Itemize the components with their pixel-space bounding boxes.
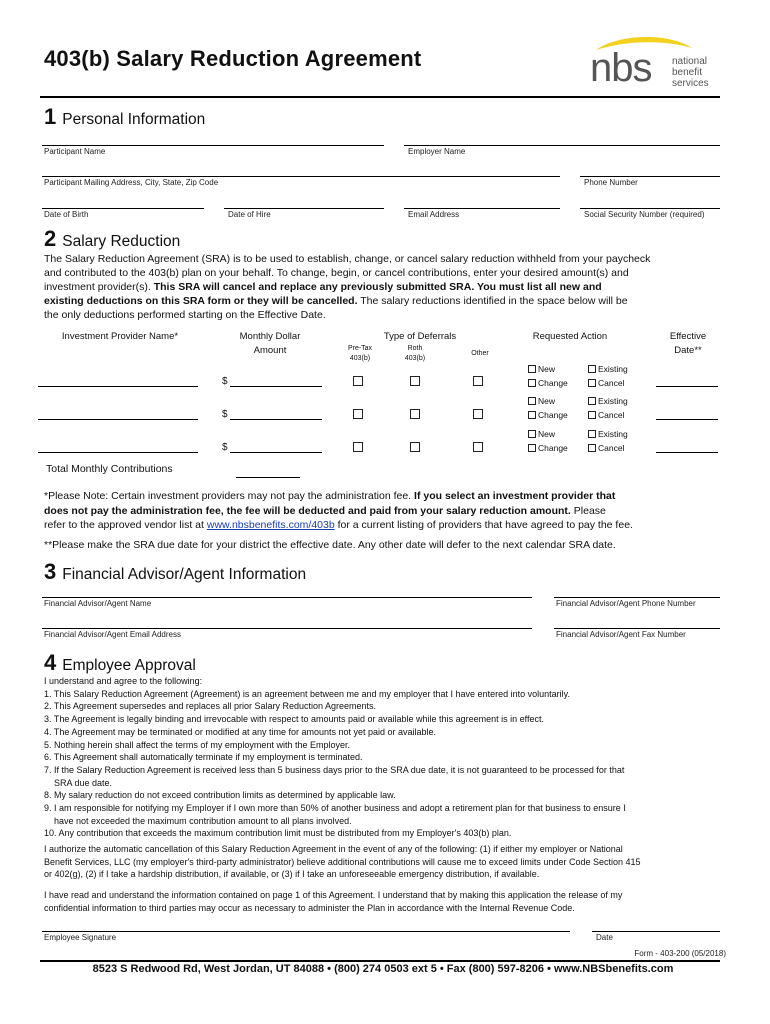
roth-checkbox[interactable] (410, 442, 420, 452)
change-checkbox[interactable] (528, 444, 536, 452)
signature-label: Employee Signature (44, 933, 117, 942)
provider-field[interactable] (38, 386, 198, 387)
nbs-logo (588, 32, 728, 94)
advisor-phone-label: Financial Advisor/Agent Phone Number (556, 599, 696, 608)
existing-checkbox[interactable] (588, 430, 596, 438)
employer-name-field[interactable] (404, 145, 720, 146)
section3-heading: 3 Financial Advisor/Agent Information (44, 559, 307, 584)
effective-date-field[interactable] (656, 419, 718, 420)
vendor-list-link[interactable]: www.nbsbenefits.com/403b (206, 519, 335, 531)
email-label: Email Address (408, 210, 460, 219)
date-label: Date (596, 933, 613, 942)
advisor-phone-field[interactable] (554, 597, 720, 598)
change-checkbox[interactable] (528, 411, 536, 419)
advisor-fax-field[interactable] (554, 628, 720, 629)
dob-field[interactable] (42, 208, 204, 209)
advisor-name-label: Financial Advisor/Agent Name (44, 599, 152, 608)
type-header: Type of Deferrals (383, 331, 457, 342)
pretax-header: Pre-Tax 403(b) (347, 345, 373, 362)
dob-label: Date of Birth (44, 210, 89, 219)
salary-reduction-text: The Salary Reduction Agreement (SRA) is to be used to establish, change, or cancel salary reduction withheld from your paycheck and contributed to the 403(b) plan on your behalf. To change, begin, or cancel contributions, enter your desired amount(s) and investment provider(s). This SRA will cancel and replace any previously submitted SRA. You must list all new and existing deductions on this SRA form or they will be cancelled. The salary reductions identified in the space below will be the only deductions performed starting on the Effective Date. (44, 253, 651, 321)
employer-name-label: Employer Name (408, 147, 466, 156)
pretax-checkbox[interactable] (353, 409, 363, 419)
dollar-sign: $ (222, 376, 228, 387)
title-rule (40, 96, 720, 98)
logo-line2: benefit (672, 67, 703, 78)
action-existing-cancel: Existing Cancel (588, 394, 628, 422)
roth-checkbox[interactable] (410, 376, 420, 386)
advisor-name-field[interactable] (42, 597, 532, 598)
other-checkbox[interactable] (473, 409, 483, 419)
authorization-text: I authorize the automatic cancellation of this Salary Reduction Agreement in the event of any of the following: (1) if either my employer or National Benefit Services, LLC (my employer's third-party administrator) believe additional contributions will cause me to exceed limits under Code Section 415 or 402(g), (2) if I take a hardship distribution, if available, or (3) if I take an unforeseeable emergency distribution, if available. (44, 844, 641, 880)
provider-header: Investment Provider Name* (61, 331, 179, 342)
date-field[interactable] (592, 931, 720, 932)
effective-date-field[interactable] (656, 386, 718, 387)
due-date-note: **Please make the SRA due date for your district the effective date. Any other date will defer to the next calendar SRA date. (44, 539, 616, 551)
logo-line1: national (672, 56, 708, 67)
action-new-change: New Change (528, 394, 568, 422)
advisor-fax-label: Financial Advisor/Agent Fax Number (556, 630, 686, 639)
participant-name-label: Participant Name (44, 147, 106, 156)
change-checkbox[interactable] (528, 379, 536, 387)
action-header: Requested Action (532, 331, 608, 342)
roth-checkbox[interactable] (410, 409, 420, 419)
action-new-change: New Change (528, 362, 568, 390)
acknowledgement-text: I have read and understand the information contained on page 1 of this Agreement. I understand that by making this application the release of my confidential information to third parties may occur as necessary to administer the Plan in accordance with the Internal Revenue Code. (44, 890, 623, 913)
address-field[interactable] (42, 176, 560, 177)
monthly-header-1: Monthly Dollar (239, 331, 301, 342)
phone-label: Phone Number (584, 178, 638, 187)
dollar-sign: $ (222, 442, 228, 453)
page-title: 403(b) Salary Reduction Agreement (44, 46, 422, 71)
cancel-checkbox[interactable] (588, 411, 596, 419)
effective-header-1: Effective (669, 331, 707, 342)
monthly-header-2: Amount (253, 345, 287, 356)
new-checkbox[interactable] (528, 430, 536, 438)
participant-name-field[interactable] (42, 145, 384, 146)
action-existing-cancel: Existing Cancel (588, 362, 628, 390)
action-existing-cancel: Existing Cancel (588, 427, 628, 455)
action-new-change: New Change (528, 427, 568, 455)
other-checkbox[interactable] (473, 442, 483, 452)
dollar-sign: $ (222, 409, 228, 420)
pretax-checkbox[interactable] (353, 442, 363, 452)
cancel-checkbox[interactable] (588, 444, 596, 452)
advisor-email-field[interactable] (42, 628, 532, 629)
section4-heading: 4 Employee Approval (44, 650, 196, 675)
monthly-amount-field[interactable] (230, 386, 322, 387)
total-field[interactable] (236, 477, 300, 478)
provider-field[interactable] (38, 419, 198, 420)
footer-rule (40, 960, 720, 962)
address-label: Participant Mailing Address, City, State, Zip Code (44, 178, 219, 187)
approval-terms: I understand and agree to the following: 1. This Salary Reduction Agreement (Agreement) is an agreement between me and my employer that I have entered into voluntarily. 2. This Agreement supersedes and replaces all prior Salary Reduction Agreements. 3. The Agreement is legally binding and irrevocable with respect to amounts paid or available while this agreement is in effect. 4. The Agreement may be terminated or modified at any time for amounts not yet paid or available. 5. Nothing herein shall affect the terms of my employment with the Employer. 6. This Agreement shall automatically terminate if my employment is terminated. 7. If the Salary Reduction Agreement is received less than 5 business days prior to the SRA due date, it is not guaranteed to be processed for that SRA due date. 8. My salary reduction do not exceed contribution limits as determined by applicable law. 9. I am responsible for notifying my Employer if I own more than 50% of another business and adopt a retirement plan for that business to ensure I have not exceeded the maximum contribution amount to all plans involved. 10. Any contribution that exceeds the maximum contribution limit must be distributed from my Employer's 403(b) plan. (44, 676, 626, 839)
logo-line3: services (672, 78, 709, 89)
advisor-email-label: Financial Advisor/Agent Email Address (44, 630, 181, 639)
provider-field[interactable] (38, 452, 198, 453)
logo-mark: nbs (590, 46, 652, 90)
ssn-field[interactable] (580, 208, 720, 209)
email-field[interactable] (404, 208, 560, 209)
doh-label: Date of Hire (228, 210, 271, 219)
existing-checkbox[interactable] (588, 365, 596, 373)
roth-header: Roth 403(b) (404, 345, 426, 362)
effective-header-2: Date** (674, 345, 702, 356)
new-checkbox[interactable] (528, 365, 536, 373)
total-label: Total Monthly Contributions (46, 463, 173, 475)
form-number: Form - 403-200 (05/2018) (634, 949, 726, 958)
ssn-label: Social Security Number (required) (584, 210, 705, 219)
section1-heading: 1 Personal Information (44, 104, 206, 129)
cancel-checkbox[interactable] (588, 379, 596, 387)
new-checkbox[interactable] (528, 397, 536, 405)
admin-fee-note: *Please Note: Certain investment providers may not pay the administration fee. If you select an investment provider that does not pay the administration fee, the fee will be deducted and paid from your salary reduction amount. Please refer to the approved vendor list at www.nbsbenefits.com/403b for a current listing of providers that have agreed to pay the fee. (44, 490, 633, 531)
signature-field[interactable] (42, 931, 570, 932)
monthly-amount-field[interactable] (230, 452, 322, 453)
effective-date-field[interactable] (656, 452, 718, 453)
doh-field[interactable] (224, 208, 384, 209)
monthly-amount-field[interactable] (230, 419, 322, 420)
section2-heading: 2 Salary Reduction (44, 226, 181, 251)
other-checkbox[interactable] (473, 376, 483, 386)
pretax-checkbox[interactable] (353, 376, 363, 386)
other-header: Other (471, 350, 489, 357)
phone-field[interactable] (580, 176, 720, 177)
footer-contact: 8523 S Redwood Rd, West Jordan, UT 84088 • (800) 274 0503 ext 5 • Fax (800) 597-8206 • www.NBSbenefits.com (92, 963, 674, 975)
existing-checkbox[interactable] (588, 397, 596, 405)
